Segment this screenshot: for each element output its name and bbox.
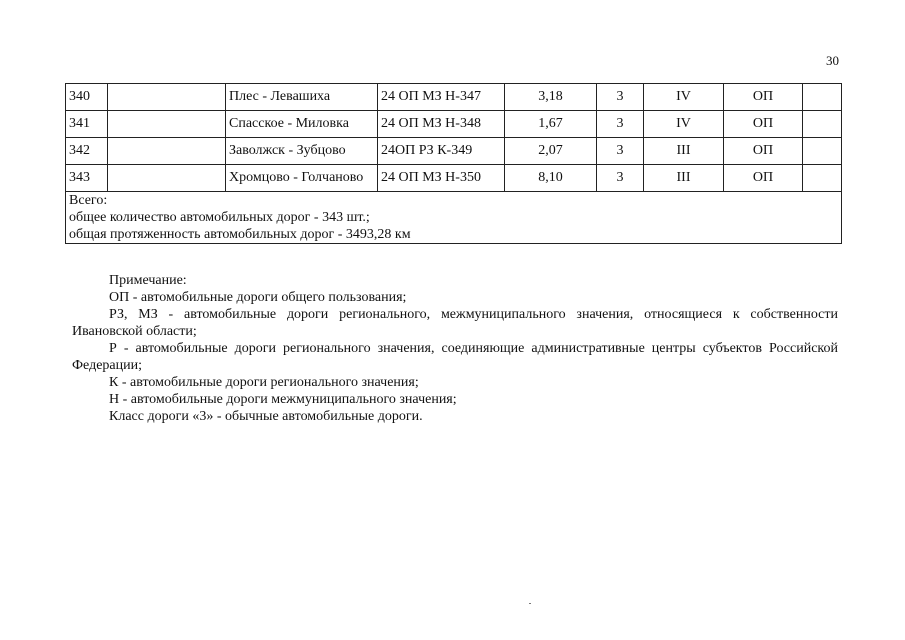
row-number: 342: [66, 138, 108, 165]
road-type: ОП: [724, 84, 803, 111]
road-type: ОП: [724, 165, 803, 192]
road-note: [803, 84, 842, 111]
row-number: 343: [66, 165, 108, 192]
road-code: 24 ОП МЗ Н-350: [378, 165, 505, 192]
total-count: общее количество автомобильных дорог - 343 шт.;: [69, 210, 370, 225]
road-length: 8,10: [505, 165, 597, 192]
total-cell: [66, 192, 842, 244]
total-length: общая протяженность автомобильных дорог - 3493,28 км: [69, 227, 411, 242]
road-class: 3: [597, 138, 644, 165]
road-category: IV: [644, 84, 724, 111]
district-cell: [108, 165, 226, 192]
scan-dot: [529, 603, 531, 604]
road-note: [803, 165, 842, 192]
note-r: Р - автомобильные дороги регионального значения, соединяющие административные центры субъектов Российской Федерации;: [72, 341, 838, 373]
roads-table: [65, 83, 842, 244]
note-rz-mz: РЗ, МЗ - автомобильные дороги регионального, межмуниципального значения, относящиеся к собственности Ивановской области;: [72, 307, 838, 339]
road-length: 2,07: [505, 138, 597, 165]
road-class: 3: [597, 165, 644, 192]
district-cell: [108, 84, 226, 111]
road-note: [803, 111, 842, 138]
district-cell: [108, 138, 226, 165]
road-type: ОП: [724, 138, 803, 165]
road-class: 3: [597, 84, 644, 111]
note-op: ОП - автомобильные дороги общего пользования;: [109, 290, 407, 305]
road-length: 3,18: [505, 84, 597, 111]
table-row: [66, 138, 842, 165]
road-category: III: [644, 138, 724, 165]
road-code: 24 ОП МЗ Н-347: [378, 84, 505, 111]
table-row: [66, 84, 842, 111]
road-length: 1,67: [505, 111, 597, 138]
road-category: IV: [644, 111, 724, 138]
road-code: 24 ОП МЗ Н-348: [378, 111, 505, 138]
road-note: [803, 138, 842, 165]
notes-heading: Примечание:: [109, 273, 187, 288]
table-row: [66, 165, 842, 192]
total-label: Всего:: [69, 193, 108, 208]
row-number: 340: [66, 84, 108, 111]
note-class3: Класс дороги «3» - обычные автомобильные дороги.: [109, 409, 423, 424]
road-name: Спасское - Миловка: [226, 111, 378, 138]
road-category: III: [644, 165, 724, 192]
table-row: [66, 111, 842, 138]
road-class: 3: [597, 111, 644, 138]
road-name: Хромцово - Голчаново: [226, 165, 378, 192]
district-cell: [108, 111, 226, 138]
road-name: Заволжск - Зубцово: [226, 138, 378, 165]
road-code: 24ОП РЗ К-349: [378, 138, 505, 165]
notes-section: [72, 272, 838, 425]
note-n: Н - автомобильные дороги межмуниципального значения;: [109, 392, 457, 407]
total-row: [66, 192, 842, 244]
row-number: 341: [66, 111, 108, 138]
road-name: Плес - Левашиха: [226, 84, 378, 111]
page-number: 30: [826, 53, 839, 68]
note-k: К - автомобильные дороги регионального значения;: [109, 375, 419, 390]
road-type: ОП: [724, 111, 803, 138]
